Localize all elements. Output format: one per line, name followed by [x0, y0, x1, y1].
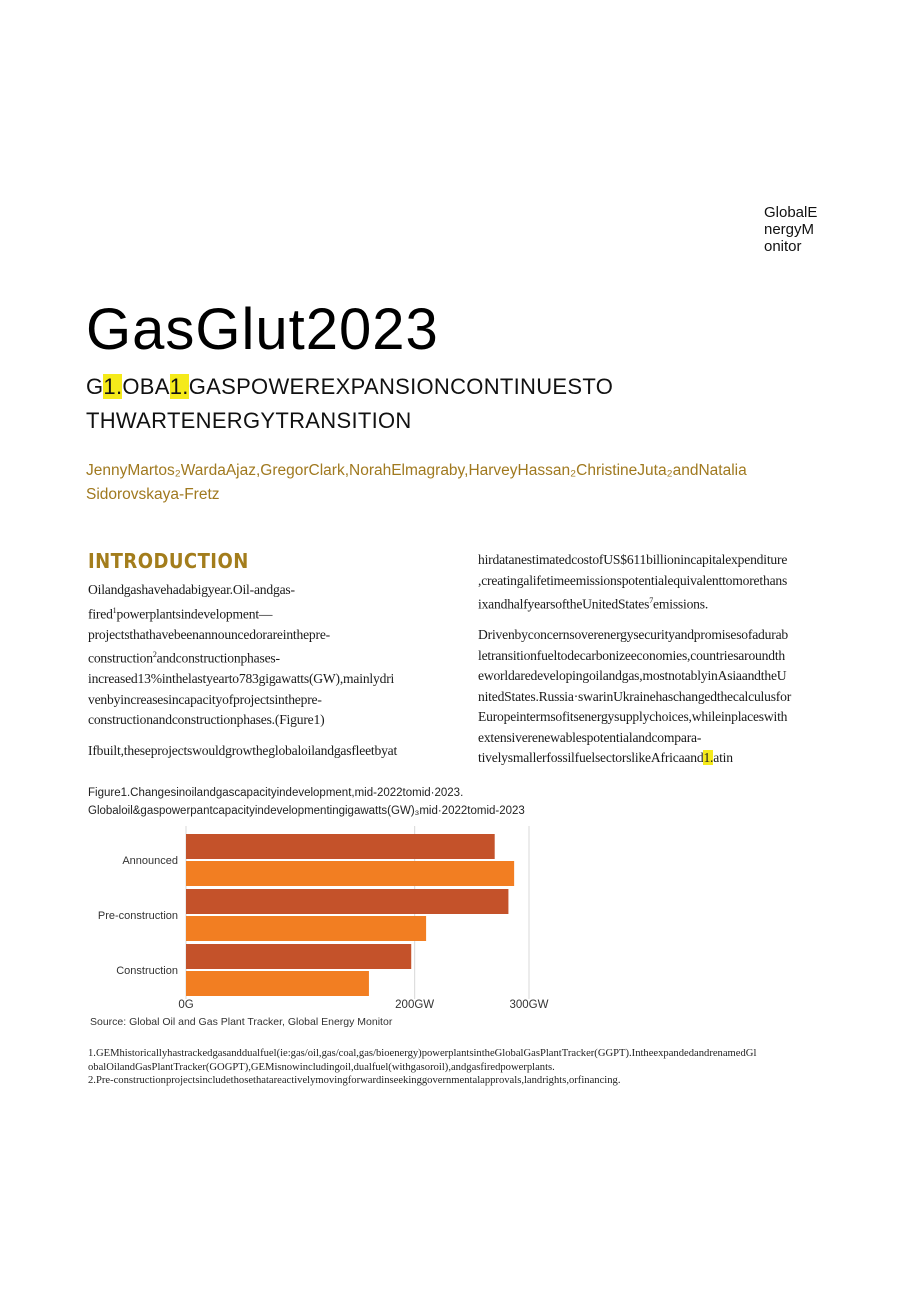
subtitle-part: G: [86, 374, 104, 399]
paragraph-text: andconstructionphases- increased13%inthelastyearto783gigawatts(GW),mainlydri venbyincreasesincapacityofprojectsinthepre- constructionandconstructionphases.(Figure1): [88, 650, 395, 728]
footnotes: [88, 1047, 833, 1088]
chart-bar: [186, 944, 411, 969]
chart-bar: [186, 916, 426, 941]
subtitle-part: OBA: [122, 374, 170, 399]
subtitle-part: GASPOWEREXPANSIONCONTINUESTO THWARTENERGYTRANSITION: [86, 374, 614, 433]
body-column-right: [478, 550, 830, 779]
paragraph-text: hirdatanestimatedcostofUS$611billionincapitalexpenditure ,creatingalifetimeemissionspotentialequivalenttomorethans ixandhalfyearsoftheUnitedStates: [478, 552, 788, 612]
chart-tick-label: 0G: [178, 999, 194, 1011]
paragraph-text: emissions.: [653, 596, 709, 612]
chart-bar: [186, 834, 495, 859]
chart-category-label: Announced: [122, 855, 178, 867]
chart-subtitle: Globaloil&gaspowerpantcapacityindevelopmentingigawatts(GW)₃mid·2022tomid-2023: [88, 805, 525, 817]
paragraph-text: atin: [713, 750, 733, 766]
paragraph: [478, 625, 830, 769]
subtitle: [86, 370, 726, 438]
section-heading-introduction: INTRODUCTION: [88, 549, 249, 573]
footnote-ref: 2: [152, 650, 157, 660]
subtitle-highlight: 1.: [169, 374, 189, 399]
body-column-left: [88, 580, 448, 771]
footnote-1: 1.GEMhistoricallyhastrackedgasanddualfuel(ie:gas/oil,gas/coal,gas/bioenergy)powerplantsintheGlobalGasPlantTracker(GGPT).IntheexpandedandrenamedGl obalOilandGasPlantTracker(GOGPT),GEMisnowincludingoil,dualfuel(withgasoroil),andgasfiredpowerplants.: [88, 1048, 757, 1073]
chart-tick-label: 300GW: [509, 999, 549, 1011]
capacity-bar-chart: [86, 826, 566, 1034]
footnote-ref: 7: [649, 596, 654, 605]
figure-title: Figure1.Changesinoilandgascapacityindevelopment,mid-2022tomid·2023.: [88, 787, 464, 799]
page-title: GasGlut2023: [86, 297, 439, 362]
footnote-2: 2.Pre-constructionprojectsincludethosethatareactivelymovingforwardinseekinggovernmentalapprovals,landrights,orfinancing.: [88, 1075, 621, 1086]
chart-source: Source: Global Oil and Gas Plant Tracker, Global Energy Monitor: [90, 1016, 393, 1028]
chart-bars: [186, 834, 514, 996]
paragraph: [88, 580, 448, 731]
paragraph-text: Oilandgashavehadabigyear.Oil-andgas- fired: [88, 582, 295, 622]
footnote-ref: 1: [112, 605, 117, 615]
subtitle-highlight: 1.: [103, 374, 123, 399]
figure-caption: [88, 784, 848, 820]
paragraph-text: powerplantsindevelopment— projectsthathavebeenannouncedorareinthepre- construction: [88, 606, 331, 666]
chart-category-labels: [98, 855, 178, 977]
chart-tick-label: 200GW: [395, 999, 435, 1011]
chart-tick-labels: [178, 999, 548, 1011]
paragraph: [478, 550, 830, 615]
author-list: JennyMartos₂WardaAjaz,GregorClark,NorahElmagraby,HarveyHassan₂ChristineJuta₂andNatalia Sidorovskaya-Fretz: [86, 462, 747, 503]
text-highlight: 1.: [703, 750, 714, 766]
paragraph: Ifbuilt,theseprojectswouldgrowtheglobaloilandgasfleetbyat: [88, 742, 398, 758]
gem-logo-text: GlobalE nergyM onitor: [764, 204, 818, 255]
chart-category-label: Construction: [116, 965, 178, 977]
chart-bar: [186, 861, 514, 886]
chart-bar: [186, 971, 369, 996]
chart-bar: [186, 889, 508, 914]
chart-category-label: Pre-construction: [97, 910, 178, 922]
paragraph-text: Drivenbyconcernsoverenergysecurityandpromisesofadurab letransitionfueltodecarbonizeeconomies,countriesaroundth eworldaredevelopingoilandgas,mostnotablyinAsiaandtheU nitedStates.Russia·swarinUkrainehaschangedthecalculusfor Europeintermsofitsenergysupplychoices,whileinplaceswith extensiverenewablespotentialandcompara- tivelysmallerfossilfuelsectorslikeAfricaand: [478, 627, 792, 766]
